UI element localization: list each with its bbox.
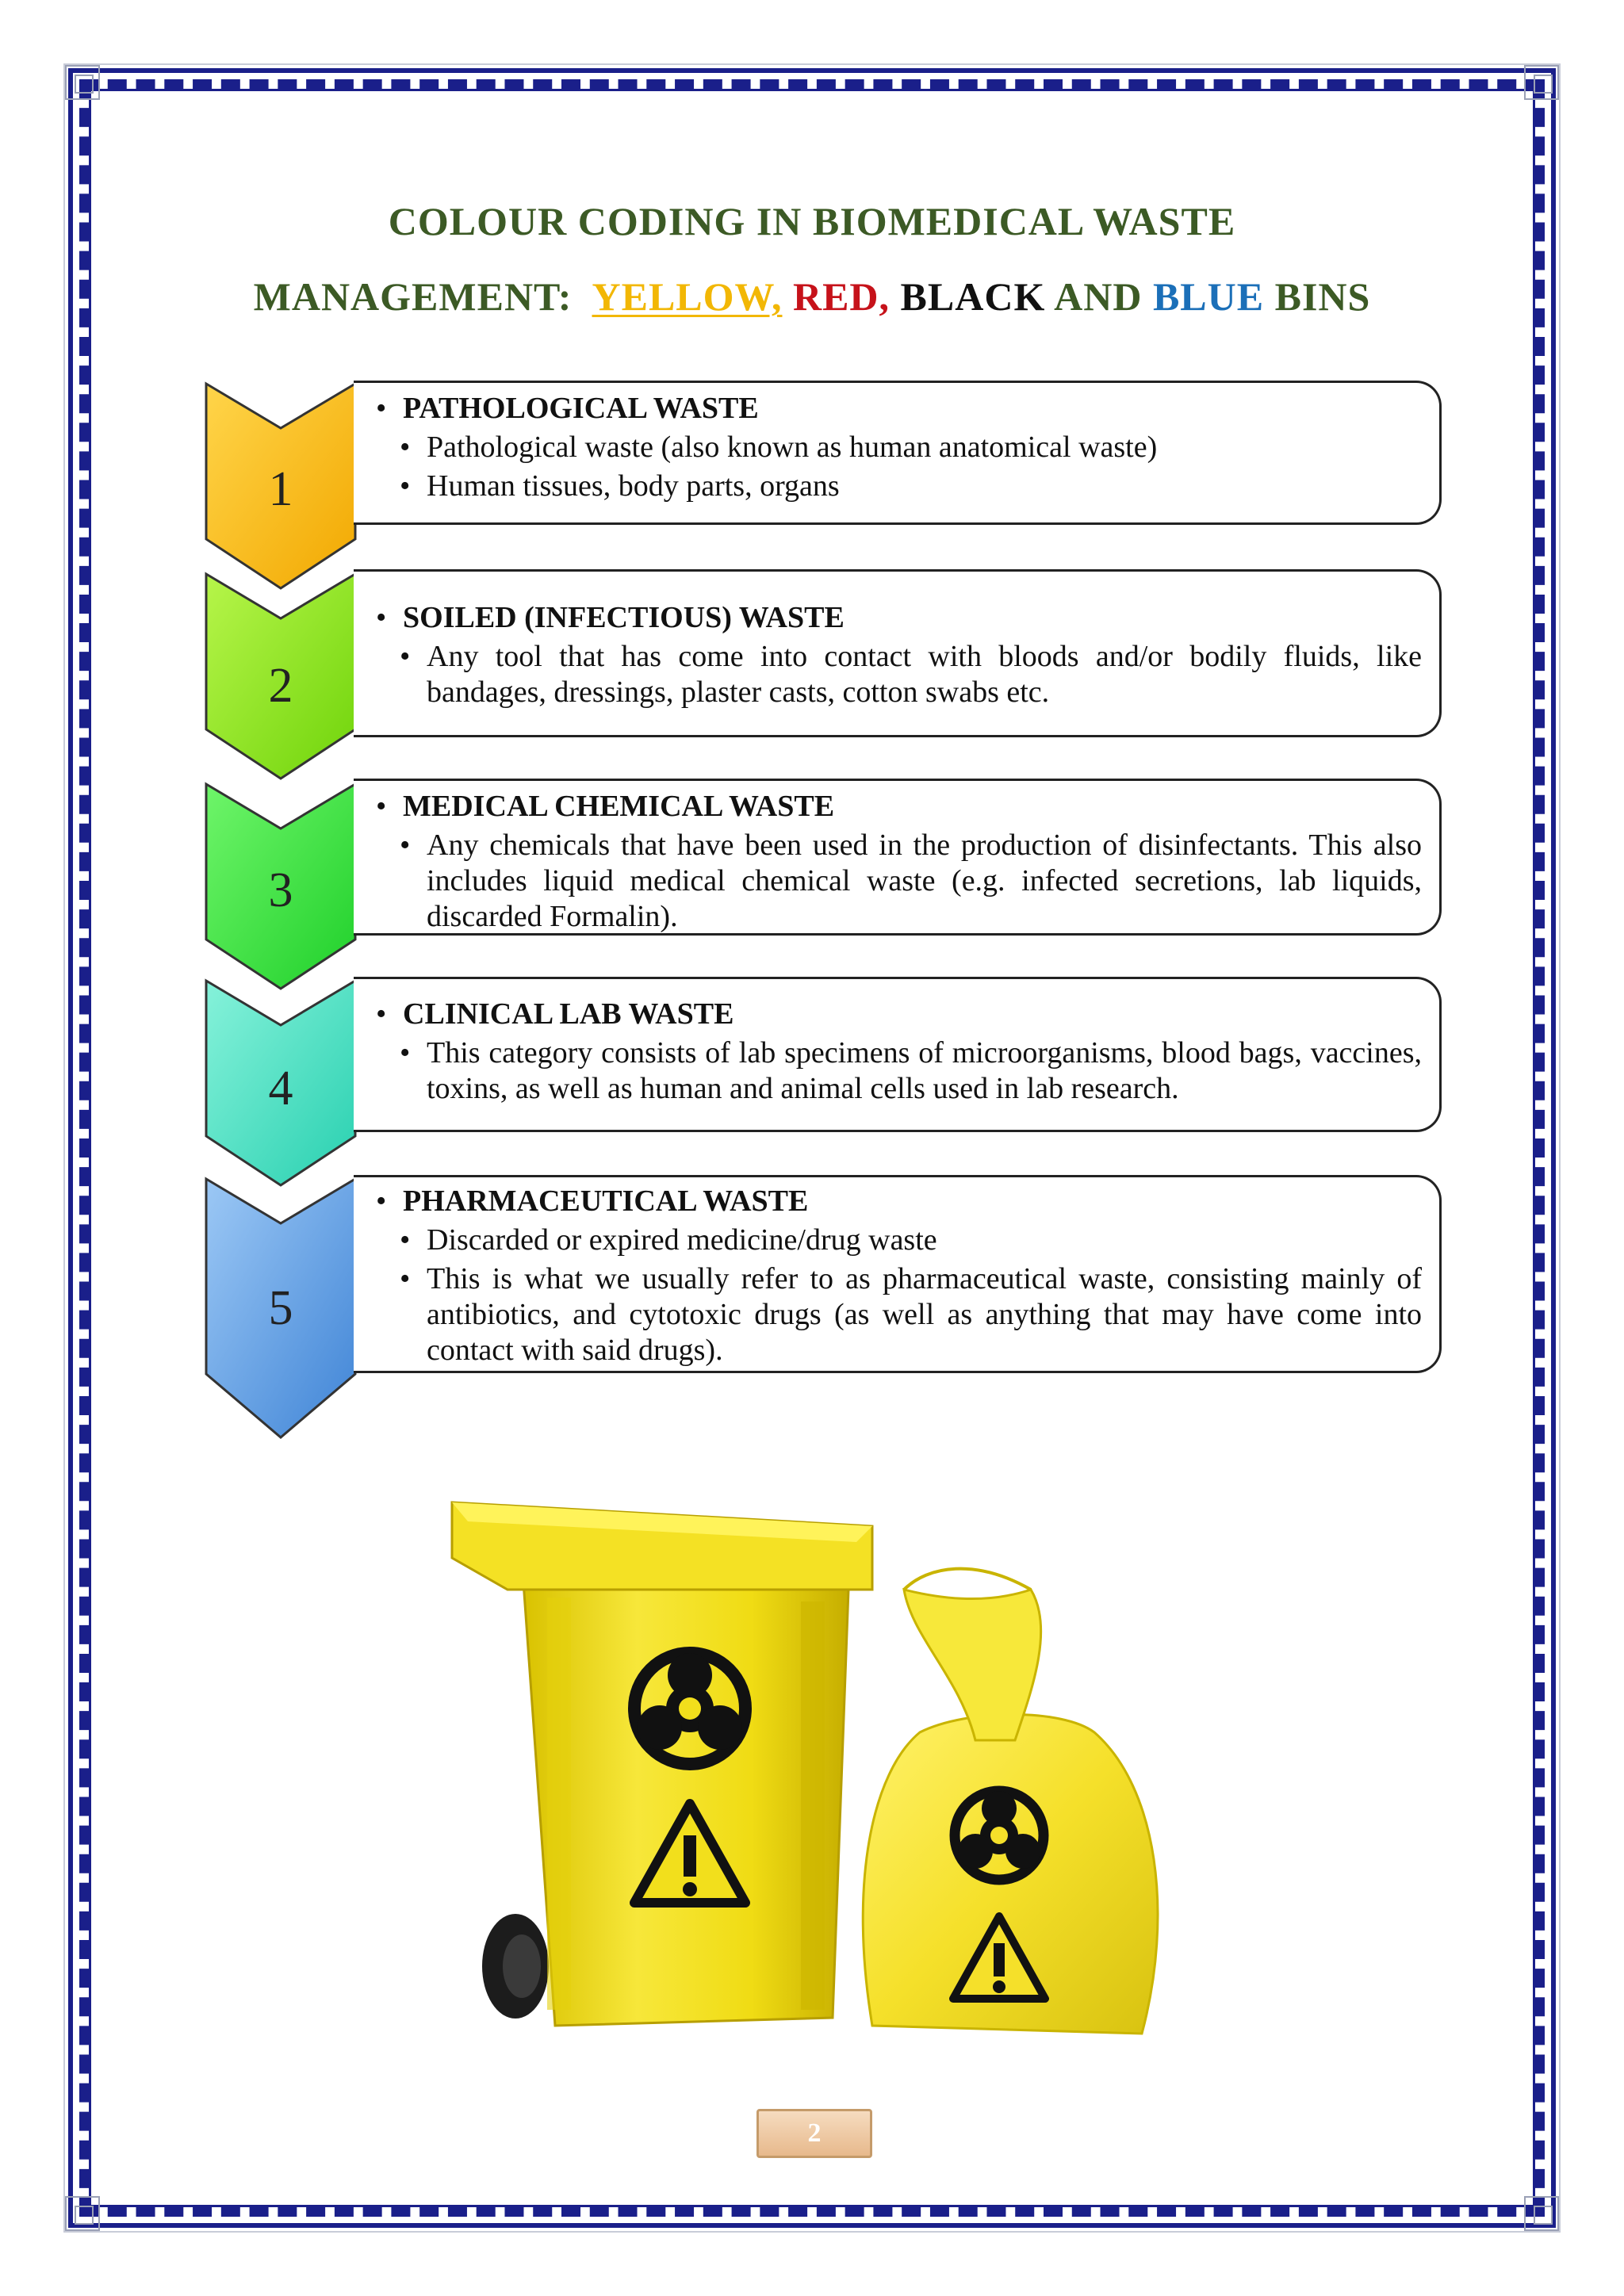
title-text-1: COLOUR CODING IN BIOMEDICAL WASTE xyxy=(388,199,1236,243)
title-red: RED, xyxy=(792,274,891,319)
step-1-number: 1 xyxy=(268,462,293,516)
step-1-item-1: • Pathological waste (also known as human anatomical waste) xyxy=(376,430,1422,465)
step-4-number: 4 xyxy=(268,1062,293,1115)
guide-line-bottom xyxy=(63,2231,1561,2233)
step-4-item-1: • This category consists of lab specimens of microorganisms, blood bags, vaccines, toxins, as well as human and animal cells used in lab research. xyxy=(376,1035,1422,1107)
step-3-chevron xyxy=(201,781,360,995)
step-3-number: 3 xyxy=(268,863,293,917)
step-2-item-1: • Any tool that has come into contact with bloods and/or bodily fluids, like bandages, dressings, plaster casts, cotton swabs etc. xyxy=(376,639,1422,710)
guide-line-right xyxy=(1559,63,1561,2233)
title-management: MANAGEMENT: xyxy=(253,274,573,319)
page-title-line-2 xyxy=(0,274,1624,320)
step-2-chevron xyxy=(201,571,360,785)
corner-mark-bottom-left xyxy=(65,2196,100,2231)
step-5-item-2: • This is what we usually refer to as pharmaceutical waste, consisting mainly of antibiotics, and cytotoxic drugs (as well as anything that may have come into contact with said drugs). xyxy=(376,1261,1422,1368)
title-black: BLACK xyxy=(900,274,1046,319)
step-3-item-1: • Any chemicals that have been used in the production of disinfectants. This also includes liquid medical chemical waste (e.g. infected secretions, lab liquids, discarded Formalin). xyxy=(376,828,1422,935)
step-2-heading: • SOILED (INFECTIOUS) WASTE xyxy=(376,600,1422,636)
yellow-bin-illustration xyxy=(428,1471,1221,2073)
step-2-box xyxy=(354,569,1442,737)
bin-wheel xyxy=(482,1914,549,2019)
step-4-chevron xyxy=(201,978,360,1192)
step-1-box xyxy=(354,381,1442,525)
step-1-item-2: • Human tissues, body parts, organs xyxy=(376,469,1422,504)
title-yellow: YELLOW, xyxy=(592,274,783,319)
step-5-chevron xyxy=(201,1176,360,1445)
step-5-item-1: • Discarded or expired medicine/drug waste xyxy=(376,1223,1422,1258)
step-2-number: 2 xyxy=(268,659,293,713)
page-title-line-1 xyxy=(0,198,1624,244)
corner-mark-top-right xyxy=(1524,65,1559,100)
title-blue: BLUE xyxy=(1152,274,1265,319)
step-5-heading: • PHARMACEUTICAL WASTE xyxy=(376,1184,1422,1219)
step-1-heading: • PATHOLOGICAL WASTE xyxy=(376,391,1422,427)
title-and: AND xyxy=(1054,274,1143,319)
step-1-chevron xyxy=(201,381,360,595)
step-4-heading: • CLINICAL LAB WASTE xyxy=(376,997,1422,1032)
step-5-number: 5 xyxy=(268,1281,293,1335)
title-bins: BINS xyxy=(1274,274,1371,319)
step-3-heading: • MEDICAL CHEMICAL WASTE xyxy=(376,789,1422,825)
step-3-box xyxy=(354,779,1442,936)
guide-line-top xyxy=(63,63,1561,65)
page-number: 2 xyxy=(756,2109,872,2158)
step-4-box xyxy=(354,977,1442,1132)
bin-lid xyxy=(452,1502,872,1590)
guide-line-left xyxy=(63,63,65,2233)
corner-mark-top-left xyxy=(65,65,100,100)
corner-mark-bottom-right xyxy=(1524,2196,1559,2231)
step-5-box xyxy=(354,1175,1442,1373)
